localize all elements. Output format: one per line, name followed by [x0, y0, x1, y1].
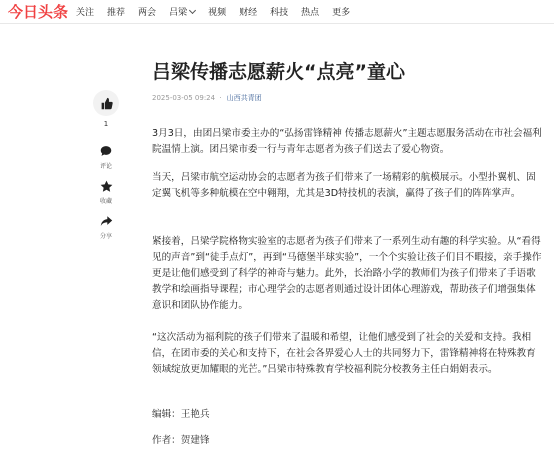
nav-item-video[interactable]: 视频 [208, 8, 227, 18]
like-icon-wrapper [93, 90, 119, 116]
comment-button[interactable] [86, 144, 126, 170]
share-icon [100, 215, 113, 228]
editor-credit: 编辑：王艳兵 [152, 409, 210, 420]
nav-item-recommend[interactable]: 推荐 [107, 8, 126, 18]
site-logo[interactable]: 今日头条 [8, 3, 69, 21]
article-action-sidebar [86, 90, 126, 240]
nav-item-two-sessions[interactable]: 两会 [138, 8, 157, 18]
favorite-icon-wrapper [99, 179, 113, 193]
share-label: 分享 [99, 233, 112, 240]
thumbs-up-icon [100, 97, 113, 110]
nav-item-more[interactable]: 更多 [332, 8, 351, 18]
top-navigation-bar [0, 0, 554, 24]
nav-item-hot[interactable]: 热点 [301, 8, 320, 18]
article-meta [152, 93, 262, 103]
nav-item-follow[interactable]: 关注 [76, 8, 95, 18]
like-count: 1 [103, 120, 109, 128]
favorite-button[interactable] [86, 179, 126, 205]
article-paragraph: 当天，吕梁市航空运动协会的志愿者为孩子们带来了一场精彩的航模展示。小型扑翼机、固定翼飞机等多种航模在空中翱翔，尤其是3D特技机的表演，赢得了孩子们的阵阵掌声。 [152, 172, 536, 199]
nav-item-lvliang-label: 吕梁 [169, 8, 188, 18]
star-icon [100, 180, 113, 193]
nav-item-finance[interactable]: 财经 [239, 8, 258, 18]
author-credit: 作者：贺建锋 [152, 435, 210, 446]
comment-icon [100, 145, 112, 157]
share-button[interactable] [86, 214, 126, 240]
like-button[interactable] [86, 90, 126, 128]
nav-item-lvliang[interactable] [169, 5, 195, 18]
article-title: 吕梁传播志愿薪火“点亮”童心 [152, 61, 405, 83]
chevron-down-icon [189, 6, 196, 13]
nav-item-tech[interactable]: 科技 [270, 8, 289, 18]
meta-separator: · [219, 94, 222, 102]
article-paragraph: 3月3日，由团吕梁市委主办的“弘扬雷锋精神 传播志愿薪火”主题志愿服务活动在市社会福利院温情上演。团吕梁市委一行与青年志愿者为孩子们送去了爱心物资。 [152, 128, 542, 155]
article-paragraph: “这次活动为福利院的孩子们带来了温暖和希望，让他们感受到了社会的关爱和支持。我相信，在团市委的关心和支持下，在社会各界爱心人士的共同努力下，雷锋精神将在特殊教育领域绽放更加耀眼的光芒。”吕梁市特殊教育学校福利院分校教务主任白娟娟表示。 [152, 332, 536, 375]
comment-label: 评论 [99, 163, 112, 170]
publish-date: 2025-03-05 09:24 [152, 94, 216, 102]
share-icon-wrapper [99, 214, 113, 228]
favorite-label: 收藏 [99, 198, 112, 205]
article-paragraph: 紧接着，吕梁学院格物实验室的志愿者为孩子们带来了一系列生动有趣的科学实验。从“看得见的声音”到“徒手点灯”，再到“马德堡半球实验”，一个个实验让孩子们目不暇接，亲手操作更是让他们感受到了科学的神奇与魅力。此外，长治路小学的教师们为孩子们带来了手语歌教学和绘画指导课程；市心理学会的志愿者则通过设计团体心理游戏，帮助孩子们增强集体意识和团队协作能力。 [152, 236, 542, 311]
channel-nav [76, 5, 363, 18]
comment-icon-wrapper [99, 144, 113, 158]
source-link[interactable]: 山西共青团 [226, 94, 262, 102]
